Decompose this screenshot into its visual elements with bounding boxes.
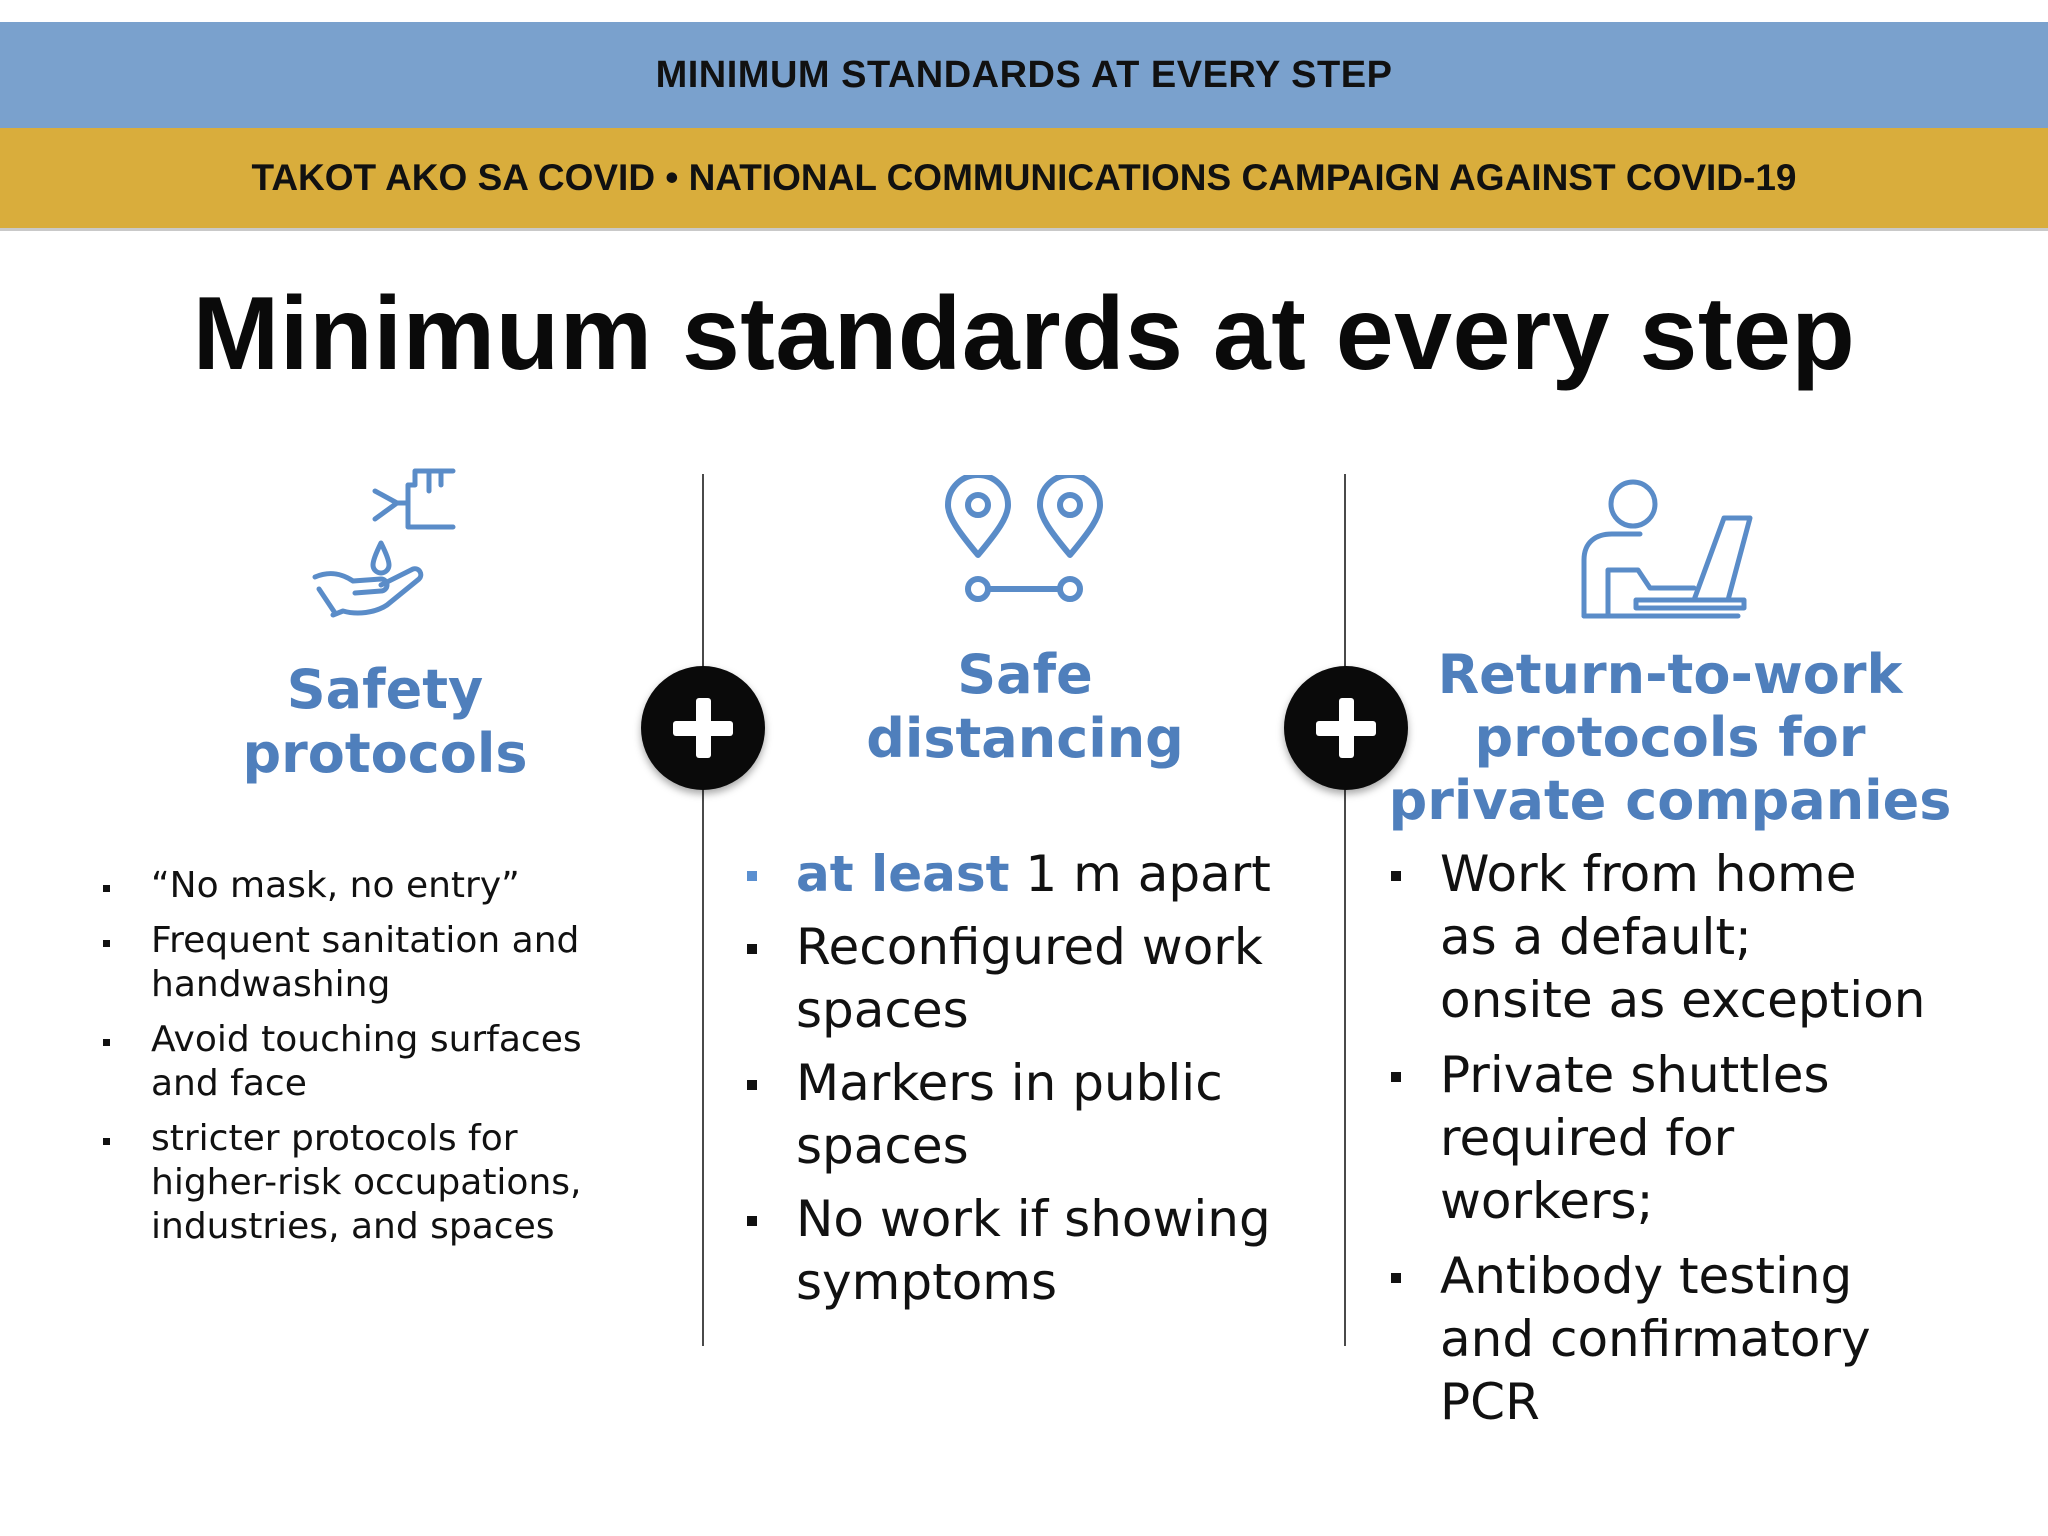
header-band	[0, 22, 2048, 128]
return-to-work-heading: Return-to-work protocols for private companies	[1388, 643, 1952, 832]
list-item: Antibody testing and confirmatory PCR	[1390, 1245, 1990, 1434]
list-item: Frequent sanitation and handwashing	[101, 919, 661, 1007]
column-divider-right	[1344, 474, 1346, 1346]
list-item: Avoid touching surfaces and face	[101, 1018, 661, 1106]
list-item: “No mask, no entry”	[101, 864, 661, 908]
list-item: at least 1 m apart	[746, 843, 1336, 906]
return-to-work-list	[1390, 843, 1990, 1446]
safe-distancing-heading: Safe distancing	[866, 643, 1184, 770]
list-item: Reconfigured work spaces	[746, 916, 1336, 1042]
list-item: Markers in public spaces	[746, 1052, 1336, 1178]
list-item: No work if showing symptoms	[746, 1188, 1336, 1314]
plus-icon	[641, 666, 765, 790]
column-divider-left	[702, 474, 704, 1346]
list-item: stricter protocols for higher-risk occupations, industries, and spaces	[101, 1117, 661, 1249]
list-item: Work from home as a default; onsite as exception	[1390, 843, 1990, 1032]
list-item: Private shuttles required for workers;	[1390, 1044, 1990, 1233]
person-at-laptop-icon	[1578, 478, 1758, 623]
hand-sanitizer-icon	[305, 465, 465, 625]
band-title: MINIMUM STANDARDS AT EVERY STEP	[655, 53, 1393, 96]
safety-protocols-list	[101, 864, 661, 1260]
campaign-band	[0, 128, 2048, 231]
top-margin	[0, 0, 2048, 22]
campaign-title: TAKOT AKO SA COVID • NATIONAL COMMUNICATIONS CAMPAIGN AGAINST COVID-19	[251, 157, 1797, 198]
safe-distancing-list	[746, 843, 1336, 1324]
location-pins-distance-icon	[940, 475, 1110, 615]
safety-protocols-heading: Safety protocols	[242, 658, 528, 785]
page-title: Minimum standards at every step	[192, 276, 1856, 392]
